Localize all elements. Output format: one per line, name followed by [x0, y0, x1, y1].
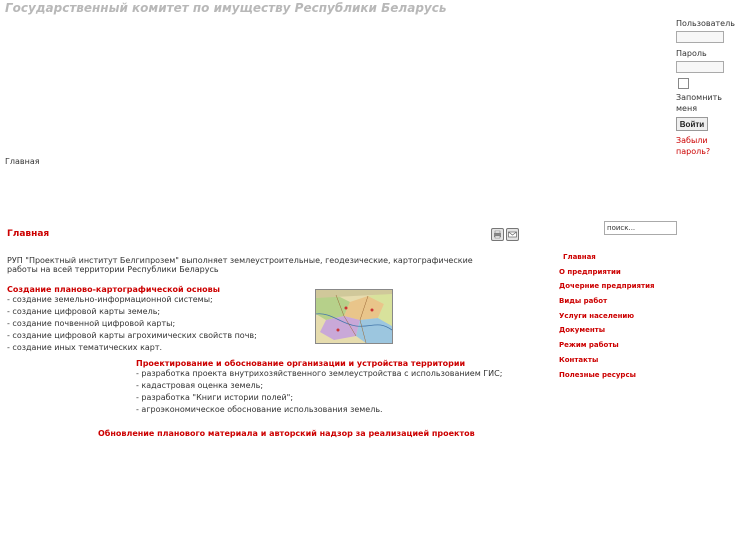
intro-paragraph: РУП "Проектный институт Белгипрозем" выполняет землеустроительные, геодезические, картографические работы на всей территории Республики Беларусь — [7, 256, 473, 274]
menu-item-resources[interactable]: Полезные ресурсы — [559, 370, 636, 379]
menu-item-schedule[interactable]: Режим работы — [559, 341, 619, 350]
menu-item-about[interactable]: О предприятии — [559, 267, 621, 276]
list-item: - создание почвенной цифровой карты; — [7, 319, 176, 328]
list-item: - создание цифровой карты земель; — [7, 307, 161, 316]
forgot-password-link[interactable]: Забыли пароль? — [676, 136, 711, 156]
search-input[interactable]: поиск... — [604, 221, 677, 235]
menu-item-public-services[interactable]: Услуги населению — [559, 311, 635, 320]
list-item: - разработка проекта внутрихозяйственного землеустройства с использованием ГИС; — [136, 369, 503, 378]
main-menu — [559, 252, 654, 384]
section1-list — [7, 294, 257, 354]
section3-title: Обновление планового материала и авторский надзор за реализацией проектов — [98, 429, 475, 438]
print-icon[interactable] — [491, 228, 504, 241]
site-title: Государственный комитет по имуществу Республики Беларусь — [5, 1, 447, 15]
password-input[interactable] — [676, 61, 724, 73]
list-item: - создание цифровой карты агрохимических свойств почв; — [7, 331, 257, 340]
map-image — [315, 289, 393, 344]
remember-checkbox[interactable] — [678, 78, 689, 89]
list-item: - кадастровая оценка земель; — [136, 381, 264, 390]
username-label: Пользователь — [676, 19, 735, 28]
username-input[interactable] — [676, 31, 724, 43]
password-label: Пароль — [676, 49, 707, 58]
list-item: - агроэкономическое обоснование использования земель. — [136, 405, 383, 414]
article-title: Главная — [7, 229, 50, 239]
remember-label: Запомнить меня — [676, 93, 722, 113]
list-item: - создание земельно-информационной системы; — [7, 295, 213, 304]
menu-item-home[interactable]: Главная — [563, 253, 596, 261]
breadcrumb: Главная — [5, 157, 40, 166]
section2-list — [136, 368, 502, 416]
email-icon[interactable] — [506, 228, 519, 241]
list-item: - создание иных тематических карт. — [7, 343, 163, 352]
menu-item-documents[interactable]: Документы — [559, 326, 606, 335]
menu-item-services[interactable]: Виды работ — [559, 297, 608, 306]
menu-item-contacts[interactable]: Контакты — [559, 355, 599, 364]
section1-title: Создание планово-картографической основы — [7, 285, 220, 294]
login-form — [676, 18, 735, 157]
login-button[interactable]: Войти — [676, 117, 708, 131]
section2-title: Проектирование и обоснование организации и устройства территории — [136, 359, 466, 368]
menu-item-subsidiaries[interactable]: Дочерние предприятия — [559, 282, 655, 291]
list-item: - разработка "Книги истории полей"; — [136, 393, 294, 402]
